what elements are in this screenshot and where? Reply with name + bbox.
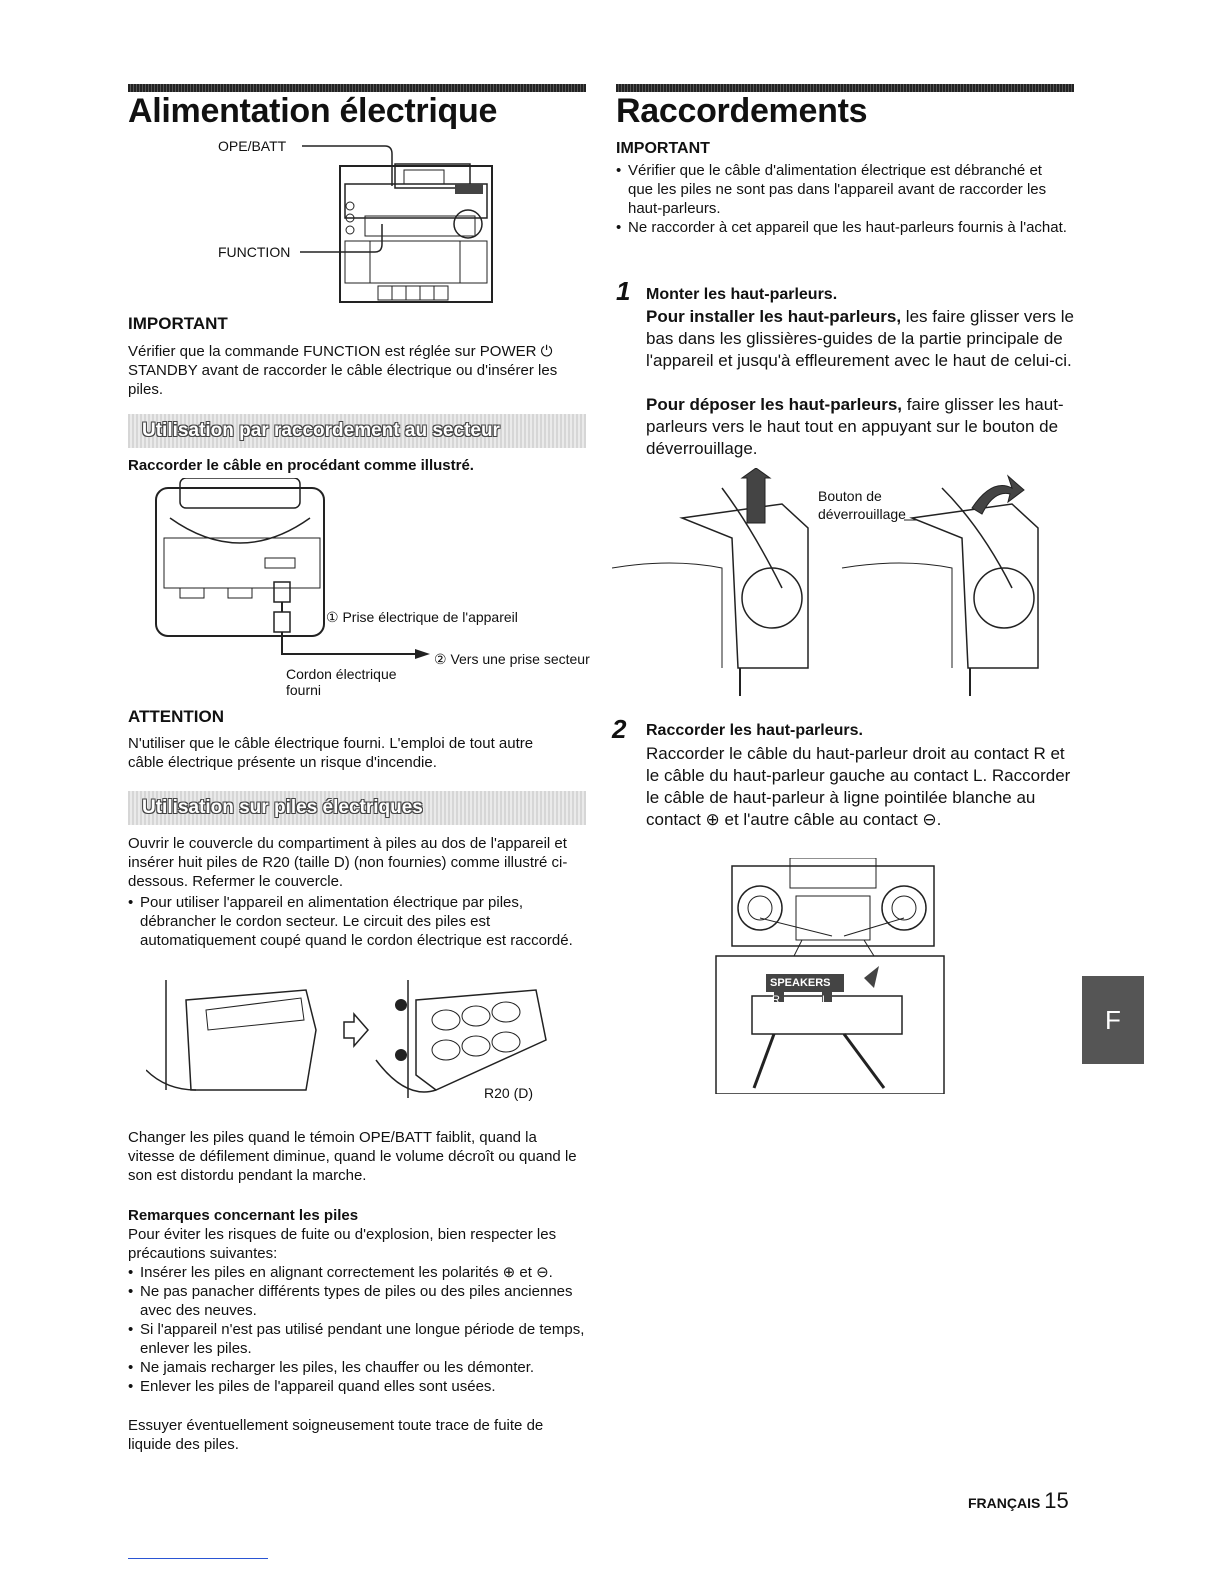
remarks-heading: Remarques concernant les piles: [128, 1207, 359, 1224]
batteries-text: Ouvrir le couvercle du compartiment à piles au dos de l'appareil et insérer huit piles de R20 (taille D) (non fournies) comme illustré ci-dessous. Refermer le couvercle.: [128, 835, 568, 890]
right-title-rule: [616, 84, 1074, 92]
batteries-bullet: [128, 893, 588, 950]
remarks-item: • Insérer les piles en alignant correctement les polarités ⊕ et ⊖.: [128, 1263, 588, 1282]
remarks-item: • Enlever les piles de l'appareil quand elles sont usées.: [128, 1377, 588, 1396]
batteries-bullet-item: • Pour utiliser l'appareil en alimentation électrique par piles, débrancher le cordon secteur. Le circuit des piles est automatiquement coupé quand le cordon électrique est raccordé.: [128, 893, 588, 950]
step2-text: Raccorder le câble du haut-parleur droit au contact R et le câble du haut-parleur gauche au contact L. Raccorder le câble de haut-parleur à ligne pointilée blanche au contact ⊕ et l'autre câble au contact ⊖.: [646, 744, 1071, 829]
mains-subheading: Raccorder le câble en procédant comme illustré.: [128, 457, 474, 474]
cord-label-2: fourni: [286, 682, 322, 698]
attention-heading: ATTENTION: [128, 707, 225, 726]
language-tab: F: [1082, 976, 1144, 1064]
right-important-heading: IMPORTANT: [616, 140, 710, 157]
section-band-batteries: Utilisation sur piles électriques: [128, 791, 586, 825]
mains-outlet-label: ② Vers une prise secteur: [434, 651, 590, 667]
change-batteries-text: Changer les piles quand le témoin OPE/BATT faiblit, quand la vitesse de défilement diminue, quand le volume décroît ou quand le son est distordu pendant la marche.: [128, 1129, 577, 1184]
cord-label-1: Cordon électrique: [286, 666, 397, 682]
release-button-label-2: déverrouillage: [818, 506, 906, 522]
function-label: FUNCTION: [218, 244, 291, 260]
step2-title: Raccorder les haut-parleurs.: [646, 722, 863, 739]
step1-number: 1: [616, 276, 631, 306]
step1-remove-bold: Pour déposer les haut-parleurs,: [646, 395, 903, 414]
step1-title: Monter les haut-parleurs.: [646, 286, 838, 303]
step1-remove: [646, 394, 1076, 460]
speakers-terminal-label: SPEAKERS: [770, 977, 831, 989]
ope-batt-label: OPE/BATT: [218, 138, 287, 154]
remarks-list: [128, 1263, 588, 1396]
section-band-mains: Utilisation par raccordement au secteur: [128, 414, 586, 448]
right-important-item: • Vérifier que le câble d'alimentation électrique est débranché et que les piles ne sont pas dans l'appareil avant de raccorder les haut-parleurs.: [616, 161, 1068, 218]
remarks-item: • Si l'appareil n'est pas utilisé pendant une longue période de temps, enlever les piles.: [128, 1320, 588, 1358]
bottom-line: [128, 1558, 268, 1559]
right-title: Raccordements: [616, 92, 868, 130]
right-important-list: [616, 161, 1068, 237]
page-number: 15: [1044, 1488, 1069, 1513]
release-button-label-1: Bouton de: [818, 488, 882, 504]
left-important-heading: IMPORTANT: [128, 314, 228, 333]
left-title: Alimentation électrique: [128, 92, 498, 130]
terminal-r-label: R: [772, 994, 780, 1006]
left-title-rule: [128, 84, 586, 92]
remarks-item: • Ne pas panacher différents types de piles ou des piles anciennes avec des neuves.: [128, 1282, 588, 1320]
step1-install-text: les faire glisser vers le bas dans les glissières-guides de la partie principale de l'appareil et jusqu'à effleurement avec le haut de celui-ci.: [646, 307, 1074, 370]
battery-compartment-figure: [146, 980, 576, 1100]
r20-label: R20 (D): [484, 1085, 534, 1101]
step1-install-bold: Pour installer les haut-parleurs,: [646, 307, 902, 326]
footer-language: FRANÇAIS: [968, 1495, 1041, 1511]
power-socket-label: ① Prise électrique de l'appareil: [326, 609, 518, 625]
page-footer: [968, 1488, 1069, 1514]
device-front-figure: [210, 136, 510, 308]
remarks-outro: Essuyer éventuellement soigneusement toute trace de fuite de liquide des piles.: [128, 1417, 544, 1453]
right-important-item: • Ne raccorder à cet appareil que les haut-parleurs fournis à l'achat.: [616, 218, 1068, 237]
attention-text: N'utiliser que le câble électrique fourni. L'emploi de tout autre câble électrique présente un risque d'incendie.: [128, 735, 534, 771]
step2-number: 2: [612, 714, 627, 744]
step1-install: [646, 306, 1076, 372]
step1-remove-text: faire glisser les haut-parleurs vers le haut tout en appuyant sur le bouton de déverrouillage.: [646, 395, 1064, 458]
speaker-terminals-figure: [714, 858, 948, 1094]
left-important-text: Vérifier que la commande FUNCTION est réglée sur POWER ⏻ STANDBY avant de raccorder le câble électrique ou d'insérer les piles.: [128, 343, 558, 398]
remarks-intro: Pour éviter les risques de fuite ou d'explosion, bien respecter les précautions suivantes:: [128, 1226, 557, 1262]
device-back-figure: [150, 478, 450, 668]
terminal-l-label: L: [822, 994, 829, 1006]
remarks-item: • Ne jamais recharger les piles, les chauffer ou les démonter.: [128, 1358, 588, 1377]
